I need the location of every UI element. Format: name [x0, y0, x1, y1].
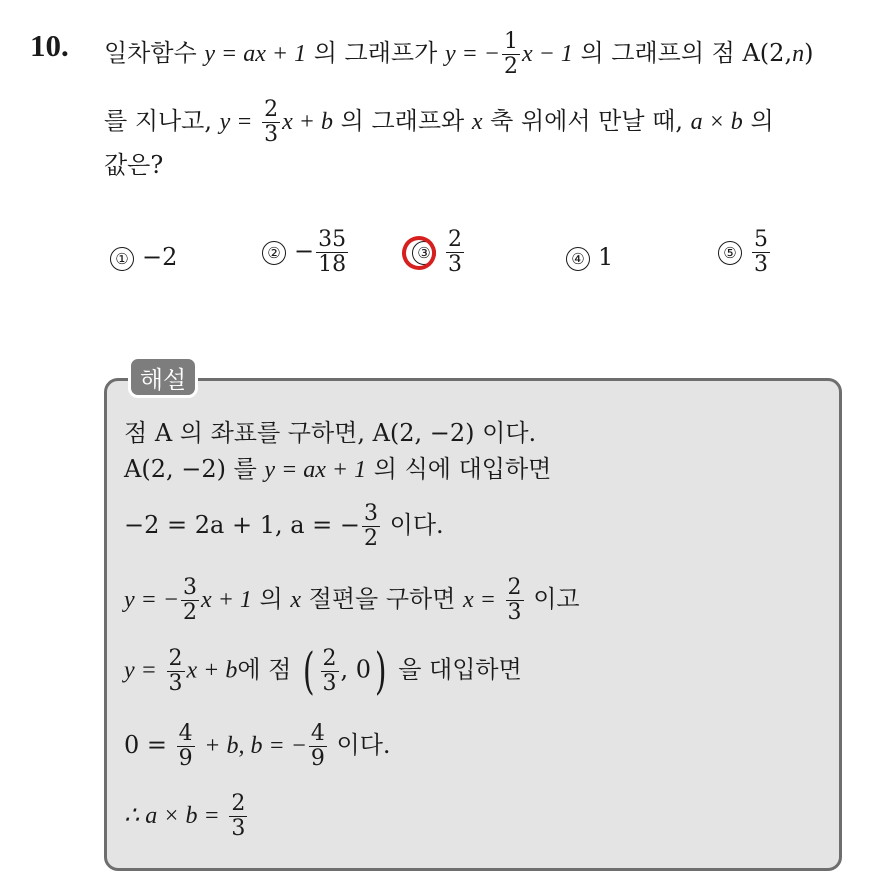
fraction: $\frac{3}{2}$ — [364, 501, 379, 551]
solution-line-5 — [124, 642, 522, 700]
variable: x — [471, 109, 483, 135]
solution-tab: 해설 — [128, 356, 198, 398]
solution-line-6 — [124, 722, 391, 771]
fraction: $\frac{5}{3}$ — [754, 227, 768, 277]
fraction: $\frac{2}{3}$ — [507, 575, 522, 625]
choice-1[interactable] — [110, 242, 177, 272]
equation: x + b — [186, 657, 238, 684]
choice-number-icon: ④ — [566, 247, 590, 271]
fraction: $\frac{2}{3}$ — [322, 645, 337, 696]
fraction: $\frac{2}{3}$ — [168, 645, 183, 696]
fraction: $\frac{35}{18}$ — [318, 227, 347, 277]
solution-line-7 — [124, 792, 249, 841]
problem-text: 의 그래프와 — [340, 107, 465, 135]
fraction: $\frac{1}{2}$ — [503, 29, 518, 79]
left-paren: ( — [302, 642, 315, 700]
equation: 0 = — [124, 731, 168, 759]
equation: x − 1 — [521, 41, 573, 67]
problem-text: 의 — [750, 107, 774, 135]
choice-value: 1 — [598, 243, 614, 271]
equation: y = ax + 1 — [204, 41, 307, 67]
equation: x + b — [282, 109, 333, 135]
solution-line-4 — [124, 576, 580, 625]
equation: y = − — [124, 587, 180, 613]
problem-text: 를 지나고, — [104, 107, 212, 135]
solution-text: 의 — [259, 585, 283, 613]
solution-text: 에 점 — [237, 655, 292, 684]
equation: −2 = 2a + 1, a = − — [124, 511, 361, 539]
problem-line-1 — [104, 30, 813, 79]
variable: x — [290, 587, 302, 613]
problem-text: 일차함수 — [104, 39, 197, 67]
problem-text: 의 그래프의 점 A(2, — [580, 39, 793, 67]
choice-number-icon: ⑤ — [718, 241, 742, 265]
fraction: $\frac{4}{9}$ — [178, 721, 193, 771]
fraction: $\frac{4}{9}$ — [310, 721, 325, 771]
choice-4[interactable] — [566, 242, 613, 272]
choice-value: −2 — [142, 243, 178, 271]
solution-text: 이다. — [389, 511, 444, 539]
problem-number: 10. — [30, 28, 69, 63]
equation: y = ax + 1 — [264, 457, 367, 483]
equation: y = — [124, 657, 157, 684]
choice-number-icon: ① — [110, 247, 134, 271]
conclusion: ∴ a × b = — [124, 803, 220, 829]
choice-number-icon: ② — [262, 241, 286, 265]
fraction: $\frac{2}{3}$ — [264, 97, 279, 147]
equation: x + 1 — [201, 587, 252, 613]
solution-text: A(2, −2) 를 — [124, 455, 257, 483]
choice-sign: − — [294, 237, 315, 265]
right-paren: ) — [374, 642, 387, 700]
problem-line-3: 값은? — [104, 151, 164, 179]
fraction: $\frac{2}{3}$ — [448, 227, 462, 277]
variable: n — [792, 41, 805, 67]
expression: a × b — [690, 109, 743, 135]
solution-line-2 — [124, 454, 551, 485]
point-coordinate: , 0 — [340, 655, 372, 684]
choice-2[interactable] — [262, 228, 350, 277]
fraction: $\frac{3}{2}$ — [183, 575, 198, 625]
problem-text: 의 그래프가 — [313, 39, 438, 67]
problem-text: 축 위에서 만날 때, — [490, 107, 683, 135]
solution-text: 이다. — [336, 731, 391, 759]
equation: + b, b = − — [204, 733, 307, 759]
equation: y = — [219, 109, 253, 135]
solution-text: 을 대입하면 — [398, 655, 522, 684]
solution-text: 이고 — [533, 585, 580, 613]
problem-text: ) — [804, 39, 814, 67]
problem-line-2 — [104, 98, 774, 147]
equation: x = — [463, 587, 496, 613]
solution-line-1: 점 A 의 좌표를 구하면, A(2, −2) 이다. — [124, 419, 537, 447]
solution-text: 절편을 구하면 — [308, 585, 456, 613]
equation: y = − — [444, 41, 500, 67]
choice-number-icon: ③ — [412, 241, 436, 265]
solution-text: 의 식에 대입하면 — [373, 455, 552, 483]
fraction: $\frac{2}{3}$ — [231, 791, 246, 841]
choice-5[interactable] — [718, 228, 772, 277]
solution-line-3 — [124, 502, 444, 551]
